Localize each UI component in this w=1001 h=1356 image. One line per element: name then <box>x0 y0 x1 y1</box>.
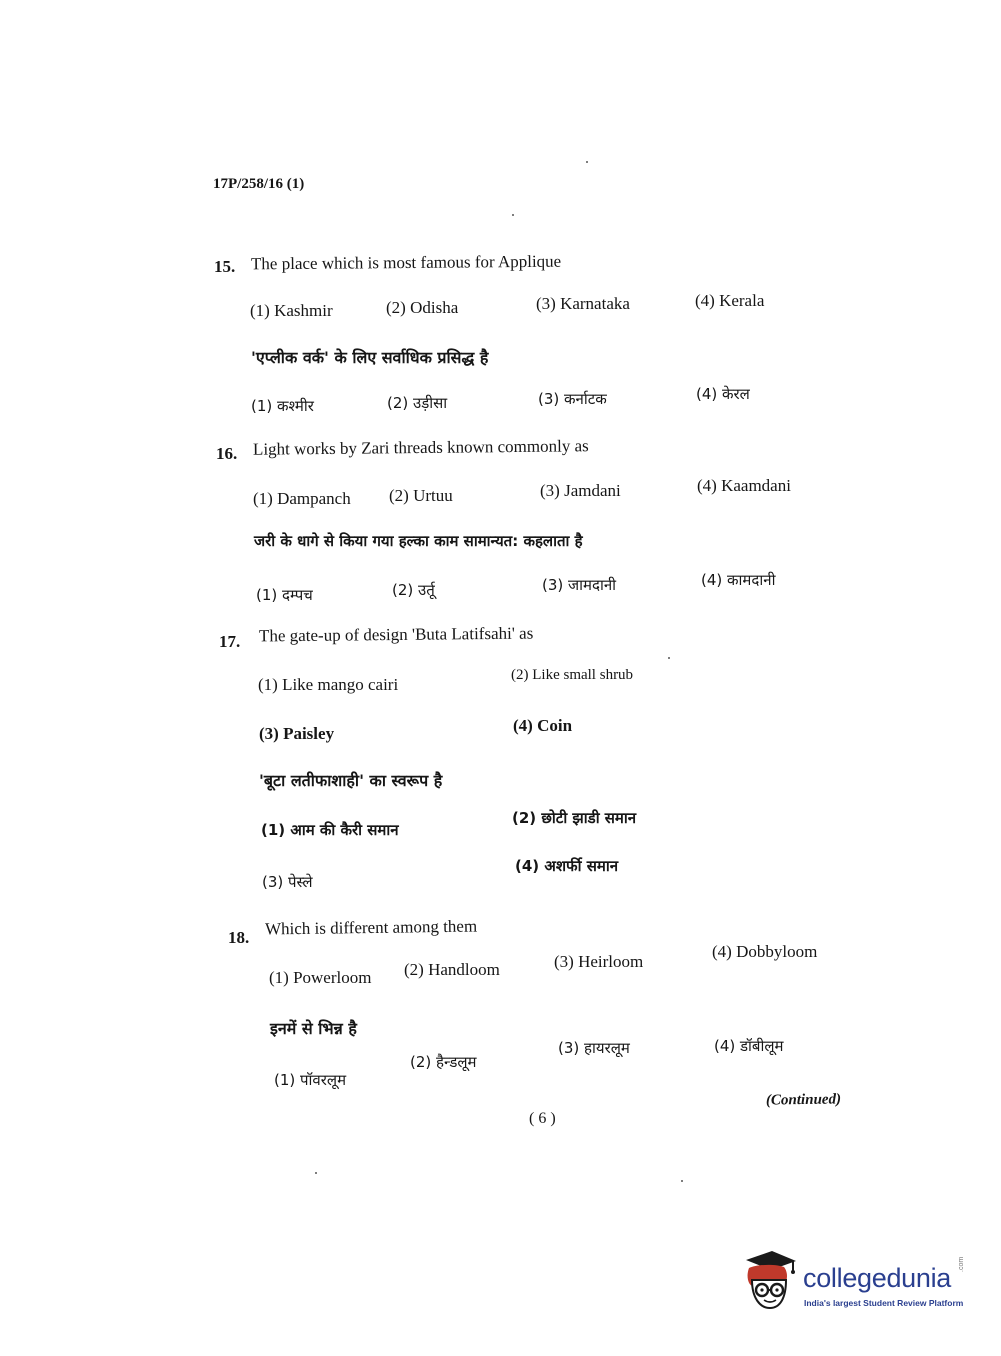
hindi-option-2: (2) उड़ीसा <box>387 394 448 412</box>
option-3: (3) Jamdani <box>540 481 621 500</box>
question-number: 15. <box>214 257 236 276</box>
hindi-option-4: (4) डॉबीलूम <box>714 1037 784 1055</box>
option-3: (3) Paisley <box>259 724 335 743</box>
hindi-option-3: (3) पेस्ले <box>262 873 313 891</box>
question-number: 16. <box>216 444 238 463</box>
collegedunia-logo[interactable] <box>740 1250 970 1318</box>
question-text-hindi: इनमें से भिन्न है <box>270 1019 357 1038</box>
logo-tagline: India's largest Student Review Platform <box>804 1298 964 1308</box>
hindi-option-1: (1) दम्पच <box>256 586 313 604</box>
hindi-option-4: (4) अशर्फी समान <box>515 857 619 875</box>
option-2: (2) Like small shrub <box>511 667 634 683</box>
option-2: (2) Odisha <box>386 298 459 317</box>
question-number: 17. <box>219 632 241 651</box>
hindi-option-1: (1) पॉवरलूम <box>274 1071 347 1089</box>
hindi-option-2: (2) छोटी झाडी समान <box>512 809 637 827</box>
scan-speck <box>512 214 514 216</box>
option-3: (3) Karnataka <box>536 294 630 313</box>
question-text: The gate-up of design 'Buta Latifsahi' as <box>258 623 534 646</box>
scan-speck <box>668 657 670 659</box>
question-text: The place which is most famous for Applique <box>250 251 562 274</box>
option-3: (3) Heirloom <box>554 952 644 971</box>
option-1: (1) Kashmir <box>250 301 333 320</box>
hindi-option-3: (3) हायरलूम <box>558 1039 630 1057</box>
option-4: (4) Coin <box>513 716 573 735</box>
hindi-option-2: (2) हैन्डलूम <box>410 1053 477 1071</box>
option-1: (1) Like mango cairi <box>258 675 399 694</box>
logo-domain-suffix: .com <box>958 1256 965 1272</box>
question-text-hindi: 'बूटा लतीफाशाही' का स्वरूप है <box>259 771 443 790</box>
option-4: (4) Kaamdani <box>697 476 791 495</box>
question-text: Light works by Zari threads known commonly as <box>252 436 589 459</box>
option-4: (4) Dobbyloom <box>712 942 818 961</box>
paper-code: 17P/258/16 (1) <box>213 176 305 192</box>
option-2: (2) Urtuu <box>389 486 453 505</box>
scan-speck <box>586 161 588 163</box>
hindi-option-1: (1) कश्मीर <box>251 397 314 415</box>
hindi-option-3: (3) जामदानी <box>542 576 617 594</box>
hindi-option-2: (2) उर्तू <box>392 581 435 599</box>
scan-speck <box>681 1180 683 1182</box>
option-1: (1) Powerloom <box>269 968 372 987</box>
hindi-option-3: (3) कर्नाटक <box>538 390 607 408</box>
option-1: (1) Dampanch <box>253 489 351 508</box>
mascot-icon <box>740 1250 802 1314</box>
question-text-hindi: 'एप्लीक वर्क' के लिए सर्वाधिक प्रसिद्ध है <box>251 348 489 367</box>
option-2: (2) Handloom <box>404 960 500 979</box>
question-number: 18. <box>228 928 250 947</box>
question-text: Which is different among them <box>264 916 478 939</box>
page-number: ( 6 ) <box>529 1110 556 1127</box>
option-4: (4) Kerala <box>695 291 765 310</box>
question-text-hindi: जरी के धागे से किया गया हल्का काम सामान्यत: कहलाता है <box>254 532 583 550</box>
hindi-option-1: (1) आम की कैरी समान <box>261 821 399 839</box>
scan-speck <box>315 1172 317 1174</box>
hindi-option-4: (4) केरल <box>696 385 750 403</box>
continued-label: (Continued) <box>765 1091 842 1109</box>
logo-wordmark: collegedunia <box>803 1263 952 1293</box>
hindi-option-4: (4) कामदानी <box>701 571 776 589</box>
